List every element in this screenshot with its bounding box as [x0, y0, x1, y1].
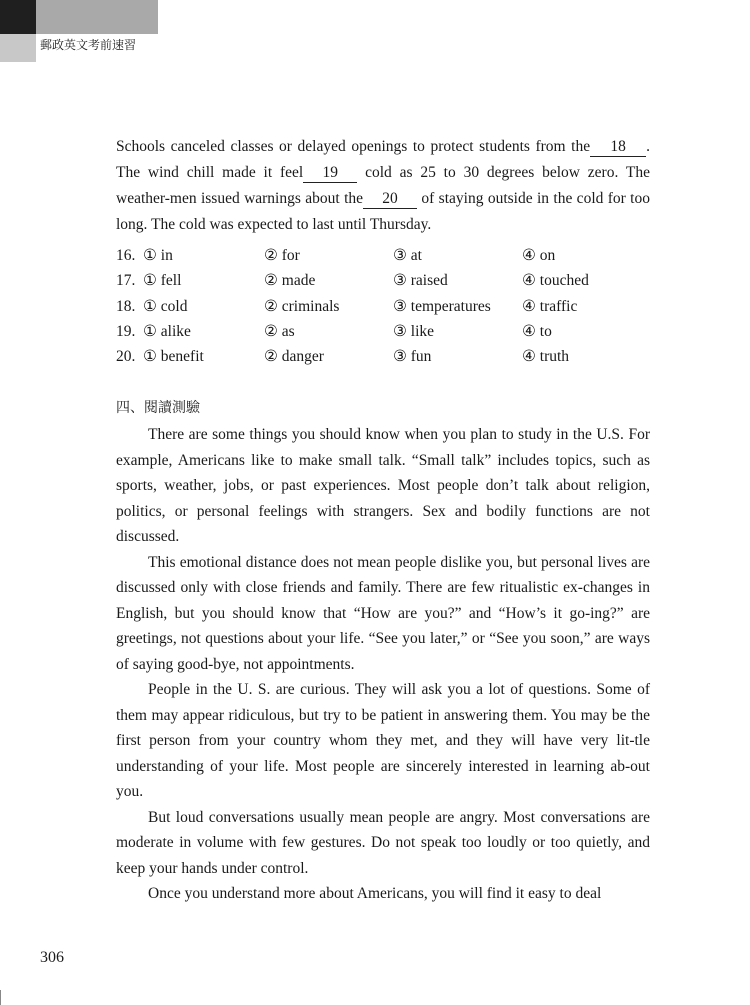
cloze-text-2: The wind chill made it feel — [116, 164, 304, 181]
option-row — [116, 243, 650, 268]
reading-paragraph-3: People in the U. S. are curious. They will ask you a lot of questions. Some of them may appear ridiculous, but try to be patient in answering them. You may be the first person from your country whom they met, and they will have very lit-tle understanding of your life. Most people are sincerely interested in learning ab-out you. — [116, 681, 650, 800]
option-3: ③ fun — [393, 348, 432, 366]
option-3: ③ raised — [393, 272, 448, 290]
corner-block — [0, 0, 36, 34]
cloze-text-4: of staying outside in the cold for too long. The cold was expected to last until Thursday. — [116, 190, 650, 233]
reading-paragraph-4: But loud conversations usually mean people are angry. Most conversations are moderate in volume with few gestures. Do not speak too loudly or too quietly, and keep your hands under control. — [116, 808, 650, 877]
option-row — [116, 319, 650, 344]
side-strip — [0, 34, 36, 62]
question-number: 18. — [116, 297, 136, 315]
blank-18: 18 — [590, 138, 646, 157]
option-1: ① benefit — [143, 348, 204, 366]
question-number: 19. — [116, 322, 136, 340]
options-list — [116, 243, 650, 369]
margin-mark — [0, 990, 1, 1005]
reading-paragraph-5: Once you understand more about Americans, you will find it easy to deal — [148, 885, 602, 902]
header-tab-bar — [36, 0, 158, 34]
cloze-text-1-end: . — [646, 138, 650, 155]
option-4: ④ to — [522, 322, 552, 340]
option-2: ② as — [264, 322, 295, 340]
page-number: 306 — [40, 949, 64, 966]
option-4: ④ truth — [522, 348, 570, 366]
blank-19: 19 — [303, 164, 357, 183]
cloze-text-1: Schools canceled classes or delayed openings to protect students from the — [116, 138, 591, 155]
option-1: ① alike — [143, 322, 191, 340]
option-4: ④ on — [522, 247, 556, 264]
reading-paragraph-1: There are some things you should know when you plan to study in the U.S. For example, Americans like to make small talk. “Small talk” includes topics, such as sports, weather, jobs, or past experiences. Most people don’t talk about religion, politics, or personal feelings with strangers. Sex and bodily functions are not discussed. — [116, 426, 650, 545]
cloze-text-3: cold as 25 to 30 degrees below zero. The weather-men issued warnings about the — [116, 164, 650, 207]
blank-20: 20 — [363, 190, 417, 209]
option-1: ① fell — [143, 272, 182, 290]
option-3: ③ at — [393, 247, 422, 264]
option-1: ① cold — [143, 297, 188, 315]
reading-passage — [116, 422, 650, 907]
option-2: ② criminals — [264, 297, 340, 315]
option-row — [116, 294, 650, 319]
option-4: ④ touched — [522, 272, 589, 290]
question-number: 20. — [116, 348, 136, 366]
option-2: ② for — [264, 247, 300, 264]
option-4: ④ traffic — [522, 297, 578, 315]
option-2: ② made — [264, 272, 316, 290]
cloze-passage — [116, 134, 650, 238]
question-number: 16. — [116, 247, 136, 264]
option-3: ③ temperatures — [393, 297, 491, 315]
question-number: 17. — [116, 272, 136, 290]
option-1: ① in — [143, 247, 173, 264]
option-2: ② danger — [264, 348, 324, 366]
section-title: 四、閱讀測驗 — [116, 400, 200, 416]
book-title: 郵政英文考前速習 — [40, 38, 137, 52]
option-row — [116, 268, 650, 293]
option-3: ③ like — [393, 322, 435, 340]
reading-paragraph-2: This emotional distance does not mean people dislike you, but personal lives are discussed only with close friends and family. There are few ritualistic ex-changes in English, but you should know that “How are you?” and “How’s it go-ing?” are greetings, not questions about your life. “See you later,” or “See you soon,” are ways of saying good-bye, not appointments. — [116, 553, 650, 673]
option-row — [116, 344, 650, 369]
